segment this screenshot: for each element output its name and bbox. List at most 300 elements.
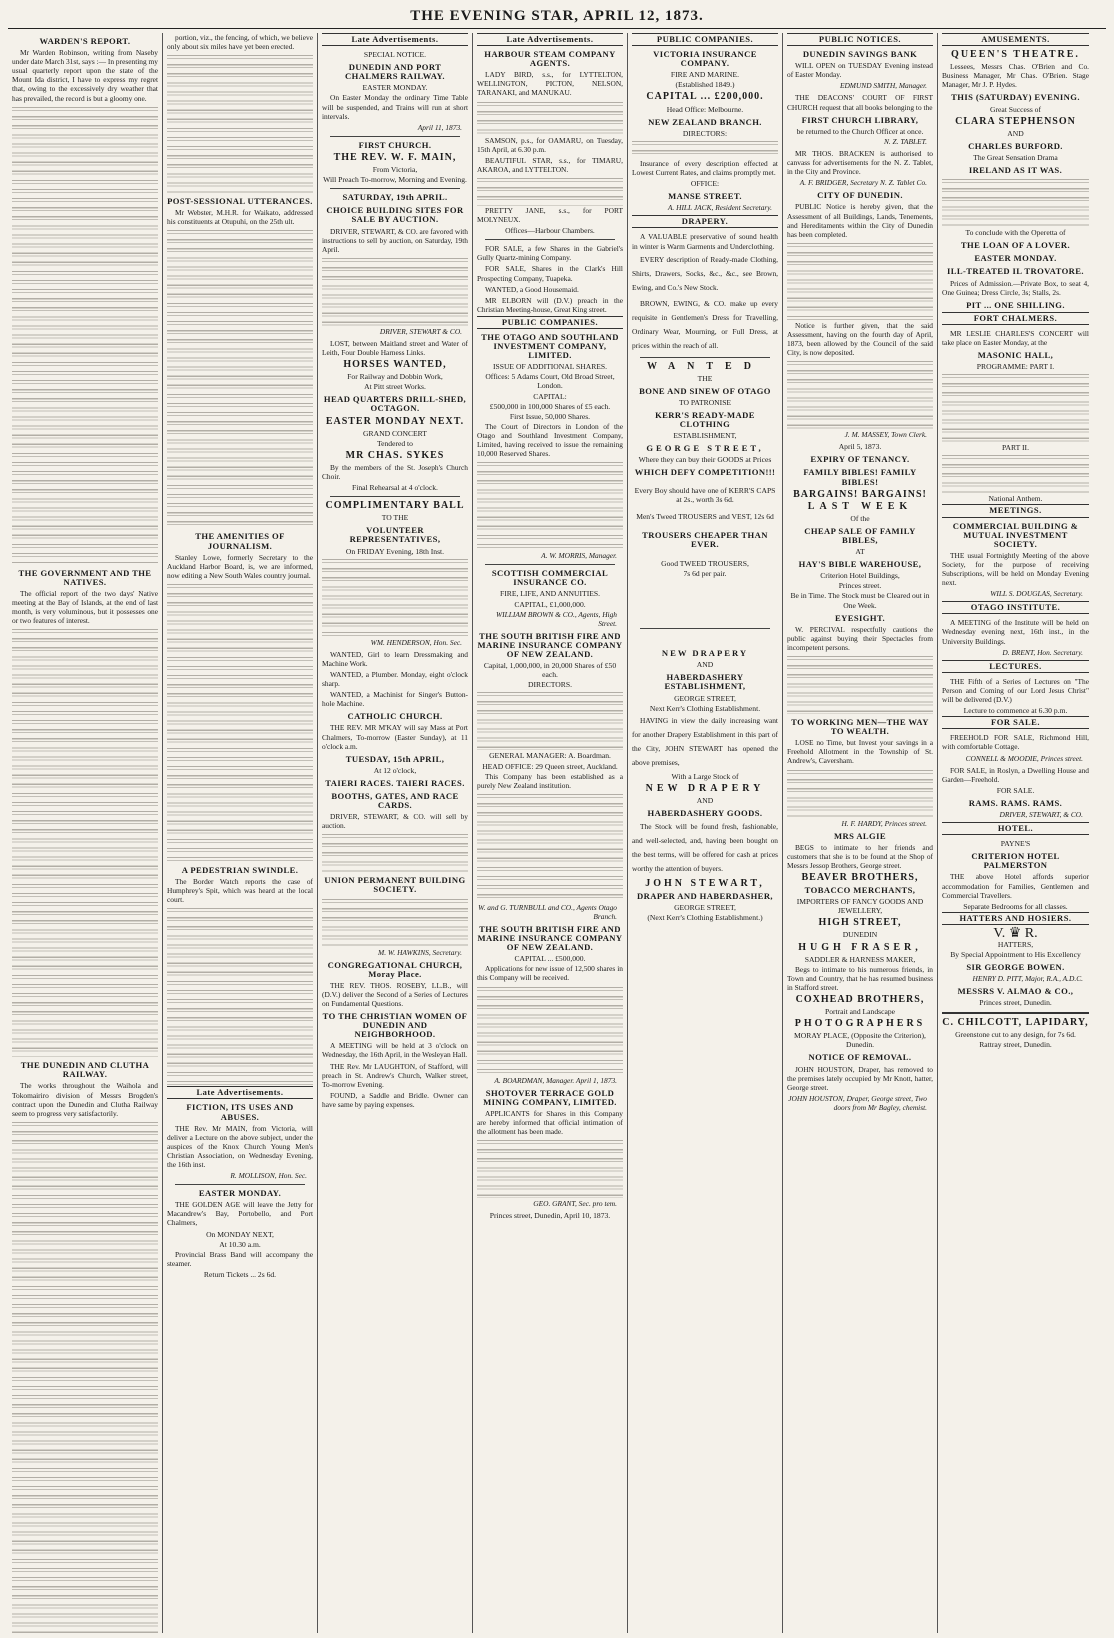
ad-line: 7s 6d per pair. — [683, 569, 727, 579]
royal-crest-icon: V. ♛ R. — [993, 925, 1038, 941]
ad-line: GENERAL MANAGER: A. Boardman. — [489, 751, 611, 761]
headline: BONE AND SINEW OF OTAGO — [639, 385, 771, 396]
column-1 — [8, 33, 163, 1633]
headline: HEAD QUARTERS DRILL-SHED, OCTAGON. — [323, 394, 467, 414]
ad-line: SADDLER & HARNESS MAKER, — [804, 954, 916, 964]
ad-line: Be in Time. The Stock must be Cleared out in One Week. — [790, 591, 930, 610]
headline: CONGREGATIONAL CHURCH, Moray Place. — [327, 959, 463, 979]
headline: THE SOUTH BRITISH FIRE AND MARINE INSURANCE COMPANY OF NEW ZEALAND. — [477, 923, 623, 953]
ad-text: EVERY description of Ready-made Clothing, Shirts, Drawers, Socks, &c., &c., see Brown, Ewing, and Co.'s New Stock. — [632, 254, 778, 292]
headline: THE LOAN OF A LOVER. — [960, 240, 1071, 251]
ad-line: DUNEDIN — [842, 930, 878, 940]
ad-line: First Issue, 50,000 Shares. — [509, 411, 591, 421]
section-header: HATTERS AND HOSIERS. — [942, 912, 1089, 925]
ad-line: DIRECTORS. — [528, 680, 572, 690]
headline: POST-SESSIONAL UTTERANCES. — [167, 196, 313, 207]
ad-text: THE above Hotel affords superior accommodation for Families, Gentlemen and Commercial Travellers. — [942, 872, 1089, 900]
ad-line: FOR SALE. — [996, 785, 1035, 795]
ad-line: EASTER MONDAY. — [362, 83, 428, 93]
ad-line: ESTABLISHMENT, — [673, 431, 737, 441]
headline: MASONIC HALL, — [977, 350, 1054, 361]
display-line: BEAVER BROTHERS, — [801, 871, 919, 883]
ad-text: The Stock will be found fresh, fashionable, and well-selected, and, having been bought on the best terms, will be offered for cash at prices worthy the attention of buyers. — [632, 822, 778, 874]
ad-line: (Next Kerr's Clothing Establishment.) — [647, 913, 763, 923]
headline: CHARLES BURFORD. — [968, 140, 1063, 151]
headline: EASTER MONDAY. — [974, 253, 1057, 264]
ad-line: be returned to the Church Officer at once. — [796, 126, 924, 136]
headline: THE DUNEDIN AND CLUTHA RAILWAY. — [20, 1060, 150, 1080]
headline: HABERDASHERY GOODS. — [647, 808, 763, 819]
ad-line: Tendered to — [377, 438, 413, 448]
ad-line: At 12 o'clock, — [373, 765, 417, 775]
headline: DRAPER AND HABERDASHER, — [637, 891, 773, 902]
ad-text: FOR SALE, Shares in the Clark's Hill Prospecting Company, Tuapeka. — [477, 264, 623, 283]
display-line: EASTER MONDAY NEXT. — [325, 415, 465, 427]
column-7 — [938, 33, 1093, 1633]
headline: THE GOVERNMENT AND THE NATIVES. — [18, 567, 152, 587]
illegible-text — [167, 582, 313, 862]
ad-line: Next Kerr's Clothing Establishment. — [649, 703, 761, 713]
headline: NOTICE OF REMOVAL. — [808, 1052, 912, 1063]
ad-text: A MEETING will be held at 3 o'clock on Wednesday, the 16th April, in the Wesleyan Hall. — [322, 1041, 468, 1060]
ad-text: THE Fifth of a Series of Lectures on "The Person and Coming of our Lord Jesus Christ" will be delivered (D.V.) — [942, 676, 1089, 705]
ad-line: At 10.30 a.m. — [219, 1239, 261, 1249]
ad-line: Rattray street, Dunedin. — [979, 1039, 1052, 1049]
display-line: CAPITAL ... £200,000. — [646, 91, 764, 103]
signature: H. F. HARDY, Princes street. — [841, 818, 927, 828]
article-text: portion, viz., the fencing, of which, we believe only about six miles have yet been erected. — [167, 33, 313, 52]
headline: TO WORKING MEN—THE WAY TO WEALTH. — [791, 717, 929, 737]
ad-line: PAYNE'S — [1000, 839, 1031, 849]
headline: EYESIGHT. — [834, 612, 885, 623]
illegible-text — [167, 228, 313, 528]
ad-text: MR LESLIE CHARLES'S CONCERT will take place on Easter Monday, at the — [942, 328, 1089, 347]
signature: EDMUND SMITH, Manager. — [839, 81, 927, 91]
ad-line: CAPITAL, £1,000,000. — [514, 599, 586, 609]
headline: HARBOUR STEAM COMPANY AGENTS. — [484, 49, 616, 69]
headline: FIRST CHURCH LIBRARY, — [801, 114, 919, 125]
section-header: Late Advertisements. — [167, 1086, 313, 1099]
ad-line: ISSUE OF ADDITIONAL SHARES. — [492, 362, 608, 372]
section-header: FORT CHALMERS. — [942, 312, 1089, 325]
illegible-text — [477, 176, 623, 206]
ad-line: Will Preach To-morrow, Morning and Evening. — [323, 175, 467, 185]
signature: A. W. MORRIS, Manager. — [541, 551, 617, 561]
ad-text: LOST, between Maitland street and Water of Leith, Four Double Harness Links. — [322, 338, 468, 357]
ad-text: THE usual Fortnightly Meeting of the above Society, for the purpose of receiving Subscriptions, will be held on Monday Evening next. — [942, 550, 1089, 588]
ad-text: Insurance of every description effected at Lowest Current Rates, and claims promptly met. — [632, 158, 778, 177]
headline: TUESDAY, 15th APRIL, — [345, 753, 445, 764]
ad-line: Criterion Hotel Buildings, — [820, 571, 900, 581]
ad-text: Provincial Brass Band will accompany the steamer. — [167, 1249, 313, 1268]
ad-text: FOR SALE, a few Shares in the Gabriel's Gully Quartz-mining Company. — [477, 244, 623, 263]
ad-text: Prices of Admission.—Private Box, to seat 4, One Guinea; Dress Circle, 3s; Stalls, 2s. — [942, 278, 1089, 297]
display-line: C. CHILCOTT, LAPIDARY, — [942, 1016, 1089, 1028]
ad-text: BROWN, EWING, & CO. make up every requisite in Gentlemen's Dress for Travelling, Ordinary Wear, Mourning, or Full Dress, at prices within the reach of all. — [632, 298, 778, 350]
ad-line: Head Office: Melbourne. — [666, 104, 744, 114]
ad-line: Princes street, Dunedin, April 10, 1873. — [489, 1211, 611, 1221]
article-text: The official report of the two days' Native meeting at the Bay of Islands, at the end of last month, is very voluminous, but it possesses one or two features of interest. — [12, 588, 158, 626]
column-3 — [318, 33, 473, 1633]
section-header: LECTURES. — [942, 660, 1089, 673]
headline: NEW DRAPERY — [661, 648, 749, 659]
ad-line: FIRE AND MARINE. — [670, 70, 740, 80]
ad-line: PART II. — [1002, 443, 1029, 453]
illegible-text — [167, 53, 313, 193]
signature: M. W. HAWKINS, Secretary. — [378, 947, 462, 957]
article-text: Mr Warden Robinson, writing from Naseby under date March 31st, says :— In presenting my usual quarterly report upon the state of the Mount Ida district, I have to express my regret that, owing to the excessively dry weather that has prevailed, the record is but a gloomy one. — [12, 48, 158, 103]
signature: D. BRENT, Hon. Secretary. — [1002, 647, 1083, 657]
ad-line: SPECIAL NOTICE. — [363, 50, 427, 60]
ad-text: WANTED, a Machinist for Singer's Button-hole Machine. — [322, 690, 468, 709]
display-line: HORSES WANTED, — [343, 359, 447, 371]
ad-line: FIRE, LIFE, AND ANNUITIES. — [500, 589, 600, 599]
signature: W. and G. TURNBULL and CO., Agents Otago Branch. — [478, 902, 617, 921]
signature: JOHN HOUSTON, Draper, George street, Two doors from Mr Bagley, chemist. — [788, 1093, 927, 1112]
ad-line: CAPITAL ... £500,000. — [514, 954, 586, 964]
headline: VICTORIA INSURANCE COMPANY. — [653, 49, 757, 69]
ad-text: Lessees, Messrs Chas. O'Brien and Co. Business Manager, Mr Chas. O'Brien. Stage Manager, Mr J. P. Hydes. — [942, 62, 1089, 90]
ad-line: The Great Sensation Drama — [973, 152, 1058, 162]
signature: WILL S. DOUGLAS, Secretary. — [990, 589, 1083, 599]
display-line: LAST WEEK — [807, 500, 913, 512]
article-text: Mr Webster, M.H.R. for Waikato, addressed his constituents at Otupuhi, on the 25th ult. — [167, 208, 313, 227]
headline: SIR GEORGE BOWEN. — [966, 962, 1065, 973]
headline: FICTION, ITS USES AND ABUSES. — [186, 1102, 294, 1122]
illegible-text — [787, 241, 933, 321]
ad-text: BEAUTIFUL STAR, s.s., for TIMARU, AKAROA, and LYTTELTON. — [477, 155, 623, 174]
ad-line: THE — [697, 373, 713, 383]
headline: MESSRS V. ALMAO & CO., — [957, 986, 1074, 997]
illegible-text — [787, 654, 933, 714]
ad-line: Greenstone cut to any design, for 7s 6d. — [955, 1029, 1076, 1039]
ad-line: £500,000 in 100,000 Shares of £5 each. — [489, 401, 611, 411]
headline: KERR'S READY-MADE CLOTHING — [655, 409, 755, 430]
headline: FIRST CHURCH. — [358, 139, 432, 150]
column-5 — [628, 33, 783, 1633]
column-2 — [163, 33, 318, 1633]
display-line: COMPLIMENTARY BALL — [325, 500, 465, 512]
headline: VOLUNTEER REPRESENTATIVES, — [349, 525, 441, 545]
ad-line: Where they can buy their GOODS at Prices — [638, 455, 772, 465]
divider — [330, 136, 460, 137]
illegible-text — [322, 832, 468, 872]
headline: CHOICE BUILDING SITES FOR SALE BY AUCTION. — [326, 205, 464, 225]
ad-line: TO THE — [381, 513, 409, 523]
illegible-text — [477, 792, 623, 902]
ad-text: JOHN HOUSTON, Draper, has removed to the premises lately occupied by Mr Knott, hatter, George street. — [787, 1064, 933, 1092]
ad-line: HATTERS, — [997, 940, 1034, 949]
ad-line: GRAND CONCERT — [363, 428, 427, 438]
headline: SATURDAY, 19th APRIL. — [342, 192, 448, 203]
article-text: The Border Watch reports the case of Humphrey's Spit, which was heard at the local court. — [167, 877, 313, 905]
display-line: PHOTOGRAPHERS — [794, 1018, 926, 1030]
headline: DUNEDIN SAVINGS BANK — [802, 49, 918, 60]
ad-line: To conclude with the Operetta of — [965, 228, 1066, 238]
ad-line: Of the — [850, 513, 870, 523]
illegible-text — [322, 897, 468, 947]
headline: UNION PERMANENT BUILDING SOCIETY. — [324, 875, 466, 895]
ad-line: GEORGE STREET, — [674, 903, 736, 913]
ad-text: Begs to intimate to his numerous friends, in Town and Country, that he has resumed business in Stafford street. — [787, 964, 933, 992]
illegible-text — [167, 906, 313, 1086]
section-header: MEETINGS. — [942, 504, 1089, 517]
divider — [640, 628, 770, 629]
divider — [330, 496, 460, 497]
ad-text: THE REV. MR M'KAY will say Mass at Port Chalmers, To-morrow (Easter Sunday), at 11 o'clock a.m. — [322, 723, 468, 751]
headline: PIT ... ONE SHILLING. — [966, 299, 1065, 310]
ad-line: AND — [696, 660, 714, 670]
section-header: PUBLIC COMPANIES. — [477, 316, 623, 329]
divider — [942, 1012, 1089, 1014]
headline: BOOTHS, GATES, AND RACE CARDS. — [331, 790, 459, 811]
illegible-text — [787, 359, 933, 429]
ad-line: April 5, 1873. — [838, 442, 882, 452]
headline: HABERDASHERY ESTABLISHMENT, — [664, 672, 746, 692]
ad-line: Princes street. — [838, 581, 882, 591]
illegible-text — [12, 105, 158, 565]
ad-text: SAMSON, p.s., for OAMARU, on Tuesday, 15th April, at 6.30 p.m. — [477, 135, 623, 154]
ad-line: Great Success of — [989, 104, 1042, 114]
headline: MRS ALGIE — [833, 830, 887, 841]
divider — [485, 239, 615, 240]
headline: CITY OF DUNEDIN. — [817, 190, 903, 201]
ad-line: Princes street, Dunedin. — [979, 998, 1052, 1008]
ad-text: W. PERCIVAL respectfully cautions the public against buying their Spectacles from incompetent persons. — [787, 624, 933, 652]
illegible-text — [322, 557, 468, 637]
headline: EXPIRY OF TENANCY. — [810, 454, 910, 465]
ad-line: Offices: 5 Adams Court, Old Broad Street, London. — [485, 372, 615, 391]
column-6 — [783, 33, 938, 1633]
headline: CRITERION HOTEL PALMERSTON — [971, 851, 1060, 871]
divider — [175, 1184, 305, 1185]
headline: GEORGE STREET, — [646, 443, 764, 454]
illegible-text — [477, 985, 623, 1075]
headline: DUNEDIN AND PORT CHALMERS RAILWAY. — [345, 62, 445, 82]
illegible-text — [477, 460, 623, 550]
section-header: OTAGO INSTITUTE. — [942, 601, 1089, 614]
ad-line: Final Rehearsal at 4 o'clock. — [352, 483, 438, 493]
headline: MANSE STREET. — [668, 191, 742, 202]
ad-line: CAPITAL: — [533, 391, 567, 401]
illegible-text — [477, 690, 623, 750]
ad-text: The Court of Directors in London of the Otago and Southland Investment Company, Limited, having received to issue the remaining 10,000 Reserved Shares. — [477, 421, 623, 459]
display-line: COXHEAD BROTHERS, — [795, 994, 925, 1005]
ad-line: HEAD OFFICE: 29 Queen street, Auckland. — [482, 761, 618, 771]
signature: CONNELL & MOODIE, Princes street. — [965, 753, 1083, 763]
ad-line: AND — [696, 795, 714, 805]
ad-line: At Pitt street Works. — [364, 382, 426, 392]
display-line: BARGAINS! BARGAINS! — [793, 488, 927, 500]
illegible-text — [787, 768, 933, 818]
ad-text: HAVING in view the daily increasing want for another Drapery Establishment in this part of the City, JOHN STEWART has opened the above premises, — [632, 715, 778, 767]
ad-line: (Established 1849.) — [675, 80, 735, 90]
masthead: THE EVENING STAR, APRIL 12, 1873. — [8, 8, 1106, 29]
illegible-text — [477, 1138, 623, 1198]
display-line: CLARA STEPHENSON — [955, 115, 1076, 127]
signature: N. Z. TABLET. — [883, 136, 927, 146]
illegible-text — [942, 453, 1089, 493]
headline: THIS (SATURDAY) EVENING. — [951, 92, 1080, 103]
illegible-text — [12, 1120, 158, 1633]
ad-text: MR ELBORN will (D.V.) preach in the Christian Meeting-house, Great King street. — [477, 295, 623, 314]
ad-line: For Railway and Dobbin Work, — [347, 372, 443, 382]
display-line: JOHN STEWART, — [645, 878, 765, 890]
section-header: PUBLIC NOTICES. — [787, 33, 933, 46]
illegible-text — [942, 372, 1089, 442]
illegible-text — [632, 139, 778, 159]
ad-line: Men's Tweed TROUSERS and VEST, 12s 6d — [636, 511, 774, 521]
display-line: THE REV. W. F. MAIN, — [333, 151, 457, 163]
display-line: WANTED — [647, 360, 763, 372]
headline: NEW ZEALAND BRANCH. — [648, 116, 762, 127]
article-text: Stanley Lowe, formerly Secretary to the Auckland Harbor Board, is, we are informed, now editing a New South Wales country journal. — [167, 552, 313, 580]
illegible-text — [12, 627, 158, 1057]
headline: COMMERCIAL BUILDING & MUTUAL INVESTMENT SOCIETY. — [952, 520, 1079, 549]
ad-text: THE Rev. Mr LAUGHTON, of Stafford, will preach in St. Andrew's Church, Walker street, To-morrow Evening. — [322, 1061, 468, 1089]
ad-line: PROGRAMME: PART I. — [976, 362, 1055, 372]
ad-text: WILL OPEN on TUESDAY Evening instead of Easter Monday. — [787, 61, 933, 80]
headline: TROUSERS CHEAPER THAN EVER. — [642, 529, 768, 549]
headline: SCOTTISH COMMERCIAL INSURANCE CO. — [491, 568, 609, 588]
ad-text: FOUND, a Saddle and Bridle. Owner can have same by paying expenses. — [322, 1090, 468, 1109]
ad-line: AT — [855, 547, 865, 557]
ad-text: PRETTY JANE, s.s., for PORT MOLYNEUX. — [477, 205, 623, 225]
ad-text: MR THOS. BRACKEN is authorised to canvass for advertisements for the N. Z. Tablet, in the City and Province. — [787, 148, 933, 177]
ad-line: Return Tickets ... 2s 6d. — [203, 1269, 277, 1279]
ad-line: GEORGE STREET, — [674, 693, 736, 703]
ad-text: On Easter Monday the ordinary Time Table will be suspended, and Trains will run at short intervals. — [322, 93, 468, 121]
ad-text: FREEHOLD FOR SALE, Richmond Hill, with comfortable Cottage. — [942, 733, 1089, 752]
display-line: NEW DRAPERY — [645, 782, 765, 794]
headline: TAIERI RACES. TAIERI RACES. — [325, 777, 465, 788]
ad-text: THE REV. THOS. ROSEBY, LL.B., will (D.V.) deliver the Second of a Series of Lectures on Fundamental Questions. — [322, 980, 468, 1008]
ad-line: Separate Bedrooms for all classes. — [963, 901, 1068, 911]
section-header: FOR SALE. — [942, 716, 1089, 729]
section-header: PUBLIC COMPANIES. — [632, 33, 778, 46]
headline: FAMILY BIBLES! FAMILY BIBLES! — [803, 467, 917, 487]
divider — [485, 564, 615, 565]
ad-text: WANTED, a Plumber. Monday, eight o'clock sharp. — [322, 669, 468, 689]
ad-line: OFFICE: — [690, 179, 720, 189]
headline: THE SOUTH BRITISH FIRE AND MARINE INSURANCE COMPANY OF NEW ZEALAND. — [477, 630, 623, 660]
illegible-text — [942, 177, 1089, 227]
ad-line: National Anthem. — [988, 494, 1043, 504]
illegible-text — [477, 100, 623, 136]
headline: HAY'S BIBLE WAREHOUSE, — [798, 559, 922, 570]
ad-line: By Special Appointment to His Excellency — [950, 950, 1081, 960]
ad-line: Capital, 1,000,000, in 20,000 Shares of £50 each. — [483, 661, 617, 680]
ad-line: With a Large Stock of — [671, 771, 739, 781]
signature: J. M. MASSEY, Town Clerk. — [844, 430, 927, 440]
ad-text: DRIVER, STEWART, & CO. are favored with instructions to sell by auction, on Saturday, 19th April. — [322, 226, 468, 254]
headline: ILL-TREATED IL TROVATORE. — [947, 266, 1084, 277]
ad-text: A VALUABLE preservative of sound health in winter is Warm Garments and Underclothing. — [632, 232, 778, 251]
headline: WHICH DEFY COMPETITION!!! — [634, 467, 776, 478]
signature: GEO. GRANT, Sec. pro tem. — [533, 1199, 617, 1209]
headline: CATHOLIC CHURCH. — [347, 711, 443, 722]
ad-text: WANTED, a Good Housemaid. — [485, 284, 579, 294]
illegible-text — [322, 256, 468, 326]
signature: A. HILL JACK, Resident Secretary. — [667, 203, 772, 213]
section-header: HOTEL. — [942, 822, 1089, 835]
headline: THE AMENITIES OF JOURNALISM. — [195, 531, 285, 551]
headline: SHOTOVER TERRACE GOLD MINING COMPANY, LIMITED. — [483, 1087, 617, 1107]
signature: A. F. BRIDGER, Secretary N. Z. Tablet Co. — [799, 178, 927, 188]
headline: IRELAND AS IT WAS. — [968, 165, 1063, 176]
headline: TOBACCO MERCHANTS, — [804, 885, 916, 896]
ad-line: AND — [1007, 128, 1024, 138]
section-header: AMUSEMENTS. — [942, 33, 1089, 46]
ad-text: By the members of the St. Joseph's Church Choir. — [322, 462, 468, 481]
headline: WARDEN'S REPORT. — [39, 36, 131, 46]
ad-text: Applications for new issue of 12,500 shares in this Company will be received. — [477, 964, 623, 983]
ad-text: DRIVER, STEWART, & CO. will sell by auction. — [322, 812, 468, 831]
headline: THE OTAGO AND SOUTHLAND INVESTMENT COMPANY, LIMITED. — [481, 331, 619, 361]
ad-line: IMPORTERS OF FANCY GOODS AND JEWELLERY, — [796, 897, 924, 916]
signature: R. MOLLISON, Hon. Sec. — [230, 1171, 307, 1181]
ad-line: Portrait and Landscape — [824, 1007, 895, 1017]
headline: EASTER MONDAY. — [198, 1188, 282, 1199]
headline: RAMS. RAMS. RAMS. — [968, 797, 1063, 808]
signature: WM. HENDERSON, Hon. Sec. — [370, 637, 462, 647]
ad-text: THE Rev. Mr MAIN, from Victoria, will deliver a Lecture on the above subject, under the auspices of the Knox Church Young Men's Christian Association, on Wednesday Evening, the 16th inst. — [167, 1123, 313, 1169]
ad-line: Good TWEED TROUSERS, — [661, 559, 749, 568]
signature: DRIVER, STEWART & CO. — [379, 326, 462, 336]
ad-text: THE GOLDEN AGE will leave the Jetty for Macandrew's Bay, Portobello, and Port Chalmers, — [167, 1200, 313, 1228]
signature: WILLIAM BROWN & CO., Agents, High Street. — [496, 609, 617, 628]
display-line: HIGH STREET, — [818, 917, 902, 929]
headline: A PEDESTRIAN SWINDLE. — [181, 864, 299, 875]
ad-text: THE DEACONS' COURT OF FIRST CHURCH request that all books belonging to the — [787, 93, 933, 112]
headline: TO THE CHRISTIAN WOMEN OF DUNEDIN AND NEIGHBORHOOD. — [322, 1011, 468, 1040]
ad-line: Offices—Harbour Chambers. — [505, 226, 595, 236]
ad-line: On MONDAY NEXT, — [206, 1229, 274, 1239]
ad-line: DIRECTORS: — [682, 128, 728, 138]
ad-text: LOSE no Time, but Invest your savings in a Freehold Allotment in the Township of St. Andrew's, Caversham. — [787, 738, 933, 766]
column-4 — [473, 33, 628, 1633]
ad-text: WANTED, Girl to learn Dressmaking and Machine Work. — [322, 649, 468, 668]
ad-line: MORAY PLACE, (Opposite the Criterion), Dunedin. — [794, 1031, 926, 1050]
display-line: QUEEN'S THEATRE. — [951, 49, 1080, 61]
signature: DRIVER, STEWART, & CO. — [999, 809, 1083, 819]
section-header: Late Advertisements. — [477, 33, 623, 46]
ad-line: From Victoria, — [372, 165, 418, 175]
ad-text: PUBLIC Notice is hereby given, that the Assessment of all Buildings, Lands, Tenements, and Hereditaments within the City of Dunedin has been completed. — [787, 202, 933, 239]
columns — [8, 33, 1106, 1633]
signature: A. BOARDMAN, Manager. April 1, 1873. — [494, 1075, 617, 1085]
ad-text: APPLICANTS for Shares in this Company are hereby informed that official intimation of the allotment has been made. — [477, 1108, 623, 1136]
ad-line: Every Boy should have one of KERR'S CAPS at 2s., worth 3s 6d. — [634, 485, 776, 504]
display-line: MR CHAS. SYKES — [345, 449, 445, 461]
ad-text: This Company has been established as a purely New Zealand institution. — [477, 771, 623, 790]
section-header: Late Advertisements. — [322, 33, 468, 46]
ad-line: TO PATRONISE — [678, 397, 732, 407]
divider — [330, 188, 460, 189]
ad-text: Notice is further given, that the said Assessment, having on the fourth day of April, 1873, been allowed by the Council of the said City, is now deposited. — [787, 320, 933, 358]
section-header: DRAPERY. — [632, 215, 778, 228]
ad-text: A MEETING of the Institute will be held on Wednesday evening next, 16th inst., in the University Buildings. — [942, 618, 1089, 646]
ad-text: BEGS to intimate to her friends and customers that she is to be found at the Shop of Messrs Jessop Brothers, George street. — [787, 842, 933, 870]
divider — [640, 357, 770, 358]
ad-line: Lecture to commence at 6.30 p.m. — [963, 706, 1068, 716]
signature: HENRY D. PITT, Major, R.A., A.D.C. — [972, 974, 1083, 984]
display-line: HUGH FRASER, — [798, 941, 922, 953]
headline: CHEAP SALE OF FAMILY BIBLES, — [804, 525, 916, 545]
ad-text: LADY BIRD, s.s., for LYTTELTON, WELLINGTON, PICTON, NELSON, TARANAKI, and MANUKAU. — [477, 70, 623, 98]
article-text: The works throughout the Waihola and Tokomairiro division of Messrs Brogden's contract upon the Dunedin and Clutha Railway seem to progress very satisfactorily. — [12, 1081, 158, 1118]
signature: April 11, 1873. — [417, 122, 462, 132]
